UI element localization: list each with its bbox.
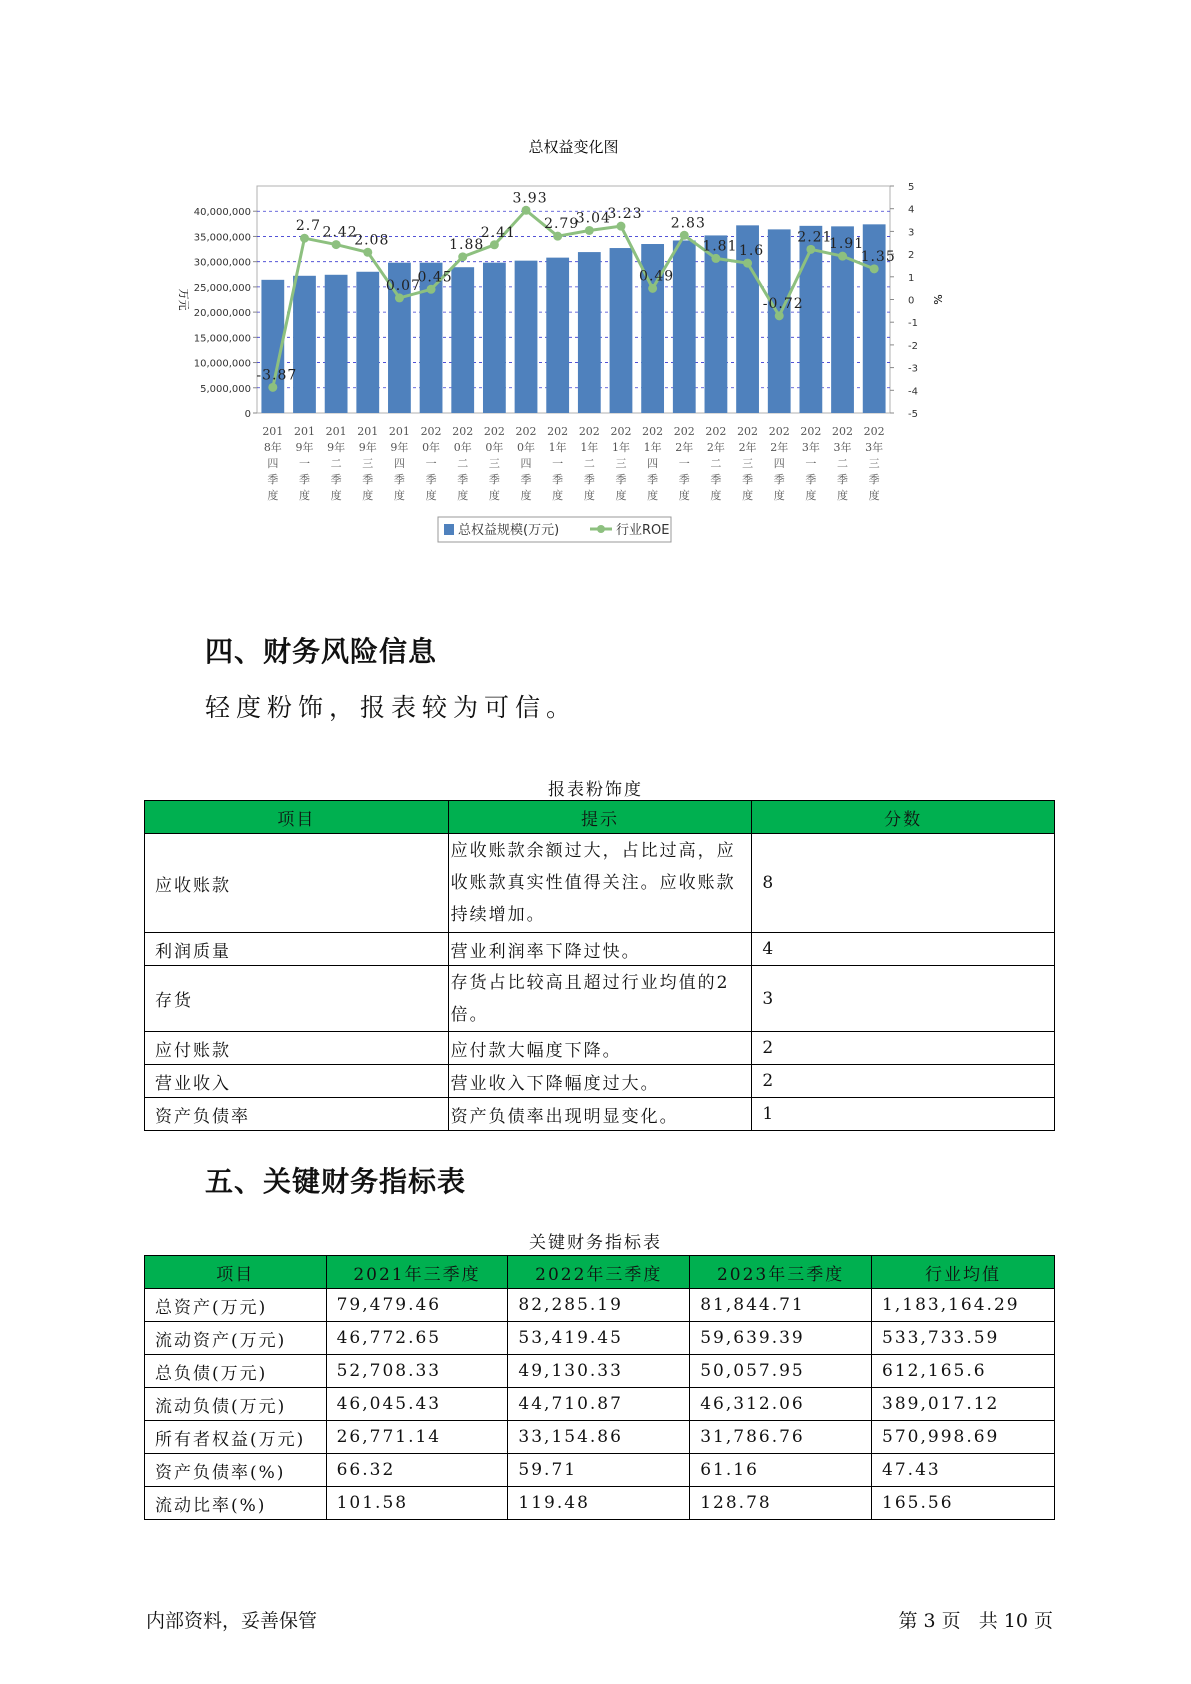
roe-data-label: 1.6 bbox=[738, 243, 765, 260]
equity-chart-svg bbox=[170, 130, 970, 595]
y2-tick-label: -1 bbox=[908, 318, 918, 330]
roe-data-label: 2.08 bbox=[354, 232, 390, 249]
table-cell: 79,479.46 bbox=[326, 1289, 508, 1322]
roe-data-label: 1.81 bbox=[702, 238, 738, 255]
table-cell: 总负债(万元) bbox=[145, 1355, 327, 1388]
table-header-row bbox=[145, 801, 1055, 834]
table-cell: 46,772.65 bbox=[326, 1322, 508, 1355]
table-row bbox=[145, 1032, 1055, 1065]
bar bbox=[799, 226, 822, 413]
table-cell: 流动比率(%) bbox=[145, 1487, 327, 1520]
footer-page-number: 第 3 页 共 10 页 bbox=[898, 1610, 1053, 1632]
y2-tick-label: -5 bbox=[908, 409, 918, 420]
section4-title: 四、财务风险信息 bbox=[205, 635, 438, 668]
x-tick-label: 202 2年二季度 bbox=[705, 425, 727, 502]
legend-line-marker bbox=[597, 525, 605, 533]
y2-tick-label: 0 bbox=[908, 295, 915, 307]
roe-point bbox=[680, 231, 689, 240]
risk-summary-text: 轻度粉饰，报表较为可信。 bbox=[205, 693, 578, 722]
table-cell: 612,165.6 bbox=[872, 1355, 1055, 1388]
table-cell: 52,708.33 bbox=[326, 1355, 508, 1388]
y-tick-label: 35,000,000 bbox=[193, 232, 251, 244]
x-tick-label: 202 2年四季度 bbox=[768, 425, 790, 502]
table-row bbox=[145, 966, 1055, 1032]
bar bbox=[768, 229, 791, 413]
roe-data-label: 2.79 bbox=[544, 216, 580, 233]
table-cell: 128.78 bbox=[690, 1487, 872, 1520]
table-row bbox=[145, 1487, 1055, 1520]
table-cell: 59,639.39 bbox=[690, 1322, 872, 1355]
y2-axis-label: % bbox=[931, 294, 944, 305]
kpi-table bbox=[144, 1255, 1055, 1520]
header-cell: 提示 bbox=[448, 801, 752, 834]
roe-point bbox=[300, 234, 309, 243]
x-tick-label: 202 3年二季度 bbox=[832, 425, 854, 502]
table-cell: 所有者权益(万元) bbox=[145, 1421, 327, 1454]
roe-point bbox=[458, 252, 467, 261]
y-tick-label: 5,000,000 bbox=[200, 383, 251, 395]
section5-title: 五、关键财务指标表 bbox=[205, 1165, 467, 1198]
y2-tick-label: 2 bbox=[908, 250, 915, 262]
header-cell: 项目 bbox=[145, 1256, 327, 1289]
x-tick-label: 202 0年三季度 bbox=[483, 425, 505, 502]
table-cell: 资产负债率出现明显变化。 bbox=[448, 1098, 752, 1131]
table-cell: 营业利润率下降过快。 bbox=[448, 933, 752, 966]
bar bbox=[356, 272, 379, 413]
table-cell: 存货 bbox=[145, 966, 449, 1032]
table-cell: 资产负债率(%) bbox=[145, 1454, 327, 1487]
y-tick-label: 0 bbox=[244, 409, 251, 420]
header-cell: 行业均值 bbox=[872, 1256, 1055, 1289]
legend-bar-swatch bbox=[444, 524, 454, 535]
roe-data-label: 2.21 bbox=[797, 229, 833, 246]
x-tick-label: 202 1年四季度 bbox=[642, 425, 664, 502]
header-cell: 2023年三季度 bbox=[690, 1256, 872, 1289]
table-cell: 389,017.12 bbox=[872, 1388, 1055, 1421]
table-cell: 利润质量 bbox=[145, 933, 449, 966]
table-cell: 101.58 bbox=[326, 1487, 508, 1520]
bar bbox=[578, 252, 601, 413]
x-tick-label: 202 0年一季度 bbox=[420, 425, 442, 502]
x-tick-label: 201 9年四季度 bbox=[388, 425, 410, 502]
y2-tick-label: 3 bbox=[908, 227, 915, 239]
x-tick-label: 201 9年一季度 bbox=[293, 425, 315, 502]
roe-data-label: 0.45 bbox=[417, 269, 453, 286]
table-row bbox=[145, 1065, 1055, 1098]
y-tick-label: 40,000,000 bbox=[193, 207, 251, 219]
table-row bbox=[145, 1355, 1055, 1388]
table-cell: 2 bbox=[752, 1065, 1055, 1098]
roe-data-label: 2.7 bbox=[295, 218, 322, 235]
table-cell: 33,154.86 bbox=[508, 1421, 690, 1454]
table-cell: 49,130.33 bbox=[508, 1355, 690, 1388]
roe-data-label: -3.87 bbox=[256, 367, 298, 384]
table-row bbox=[145, 933, 1055, 966]
roe-point bbox=[838, 252, 847, 261]
table-cell: 59.71 bbox=[508, 1454, 690, 1487]
header-cell: 2022年三季度 bbox=[508, 1256, 690, 1289]
table-cell: 流动资产(万元) bbox=[145, 1322, 327, 1355]
roe-data-label: 3.04 bbox=[575, 210, 611, 227]
roe-data-label: 3.93 bbox=[512, 190, 548, 207]
roe-point bbox=[648, 284, 657, 293]
x-tick-label: 201 8年四季度 bbox=[262, 425, 284, 502]
table-cell: 533,733.59 bbox=[872, 1322, 1055, 1355]
x-tick-label: 202 2年一季度 bbox=[673, 425, 695, 502]
table-cell: 50,057.95 bbox=[690, 1355, 872, 1388]
roe-point bbox=[743, 259, 752, 268]
y2-tick-label: 1 bbox=[908, 272, 915, 284]
table-row bbox=[145, 1421, 1055, 1454]
risk-table bbox=[144, 800, 1055, 1131]
roe-point bbox=[268, 383, 277, 392]
legend-line-label: 行业ROE bbox=[616, 523, 670, 538]
x-tick-label: 202 1年二季度 bbox=[578, 425, 600, 502]
roe-point bbox=[870, 264, 879, 273]
table-cell: 存货占比较高且超过行业均值的2倍。 bbox=[448, 966, 752, 1032]
roe-data-label: 2.83 bbox=[670, 215, 706, 232]
y-tick-label: 25,000,000 bbox=[193, 282, 251, 294]
table-cell: 44,710.87 bbox=[508, 1388, 690, 1421]
x-tick-label: 201 9年三季度 bbox=[357, 425, 379, 502]
x-tick-label: 202 1年三季度 bbox=[610, 425, 632, 502]
roe-point bbox=[553, 232, 562, 241]
y-tick-label: 15,000,000 bbox=[193, 333, 251, 345]
roe-data-label: 2.41 bbox=[480, 224, 516, 241]
table-row bbox=[145, 1322, 1055, 1355]
table-cell: 1 bbox=[752, 1098, 1055, 1131]
y2-tick-label: 5 bbox=[908, 182, 915, 193]
x-tick-label: 202 0年二季度 bbox=[452, 425, 474, 502]
x-tick-label: 202 1年一季度 bbox=[547, 425, 569, 502]
roe-data-label: 0.07 bbox=[385, 277, 422, 294]
y-tick-label: 20,000,000 bbox=[193, 308, 251, 320]
table-row bbox=[145, 1289, 1055, 1322]
header-cell: 项目 bbox=[145, 801, 449, 834]
bar bbox=[673, 240, 696, 413]
y-tick-label: 30,000,000 bbox=[193, 257, 251, 269]
table-cell: 营业收入 bbox=[145, 1065, 449, 1098]
roe-data-label: 1.35 bbox=[860, 248, 896, 265]
roe-data-label: 0.49 bbox=[639, 268, 675, 285]
x-tick-label: 201 9年二季度 bbox=[325, 425, 347, 502]
y2-tick-label: -4 bbox=[908, 386, 918, 398]
x-tick-label: 202 3年一季度 bbox=[800, 425, 822, 502]
roe-point bbox=[490, 240, 499, 249]
x-tick-label: 202 3年三季度 bbox=[863, 425, 885, 502]
roe-point bbox=[427, 285, 436, 294]
roe-point bbox=[711, 254, 720, 263]
roe-point bbox=[522, 206, 531, 215]
table-cell: 46,312.06 bbox=[690, 1388, 872, 1421]
table-cell: 165.56 bbox=[872, 1487, 1055, 1520]
table-cell: 总资产(万元) bbox=[145, 1289, 327, 1322]
header-cell: 2021年三季度 bbox=[326, 1256, 508, 1289]
x-tick-label: 202 2年三季度 bbox=[737, 425, 759, 502]
roe-point bbox=[395, 293, 404, 302]
bar bbox=[483, 263, 506, 413]
kpi-table-caption: 关键财务指标表 bbox=[529, 1233, 662, 1253]
bar bbox=[293, 276, 316, 413]
table-header-row bbox=[145, 1256, 1055, 1289]
roe-data-label: 3.23 bbox=[607, 206, 643, 223]
roe-point bbox=[332, 240, 341, 249]
table-cell: 营业收入下降幅度过大。 bbox=[448, 1065, 752, 1098]
table-cell: 46,045.43 bbox=[326, 1388, 508, 1421]
bar bbox=[610, 248, 633, 413]
table-cell: 应收账款 bbox=[145, 834, 449, 933]
table-cell: 2 bbox=[752, 1032, 1055, 1065]
roe-point bbox=[775, 311, 784, 320]
roe-data-label: -0.72 bbox=[762, 295, 804, 312]
table-cell: 应收账款余额过大，占比过高，应收账款真实性值得关注。应收账款持续增加。 bbox=[448, 834, 752, 933]
y2-tick-label: -3 bbox=[908, 363, 918, 375]
chart-title: 总权益变化图 bbox=[528, 138, 619, 156]
y2-tick-label: 4 bbox=[908, 204, 915, 216]
roe-point bbox=[616, 222, 625, 231]
table-cell: 66.32 bbox=[326, 1454, 508, 1487]
y2-tick-label: -2 bbox=[908, 340, 918, 352]
table-cell: 应付账款 bbox=[145, 1032, 449, 1065]
table-row bbox=[145, 1098, 1055, 1131]
footer-left: 内部资料，妥善保管 bbox=[146, 1610, 318, 1632]
bar bbox=[325, 275, 348, 413]
x-tick-label: 202 0年四季度 bbox=[515, 425, 537, 502]
table-cell: 应付款大幅度下降。 bbox=[448, 1032, 752, 1065]
bar bbox=[451, 267, 474, 413]
header-cell: 分数 bbox=[752, 801, 1055, 834]
y-axis-label: 万元 bbox=[177, 288, 190, 311]
roe-point bbox=[806, 245, 815, 254]
legend-bar-label: 总权益规模(万元) bbox=[458, 523, 560, 538]
roe-point bbox=[363, 248, 372, 257]
table-cell: 81,844.71 bbox=[690, 1289, 872, 1322]
roe-point bbox=[585, 226, 594, 235]
risk-table-caption: 报表粉饰度 bbox=[548, 780, 643, 800]
table-cell: 570,998.69 bbox=[872, 1421, 1055, 1454]
table-cell: 流动负债(万元) bbox=[145, 1388, 327, 1421]
table-cell: 1,183,164.29 bbox=[872, 1289, 1055, 1322]
table-cell: 8 bbox=[752, 834, 1055, 933]
table-cell: 4 bbox=[752, 933, 1055, 966]
table-cell: 47.43 bbox=[872, 1454, 1055, 1487]
table-cell: 53,419.45 bbox=[508, 1322, 690, 1355]
table-row bbox=[145, 834, 1055, 933]
table-cell: 31,786.76 bbox=[690, 1421, 872, 1454]
table-cell: 119.48 bbox=[508, 1487, 690, 1520]
table-cell: 26,771.14 bbox=[326, 1421, 508, 1454]
table-cell: 资产负债率 bbox=[145, 1098, 449, 1131]
y-tick-label: 10,000,000 bbox=[193, 358, 251, 370]
table-cell: 82,285.19 bbox=[508, 1289, 690, 1322]
roe-data-label: 1.91 bbox=[828, 236, 865, 253]
table-cell: 3 bbox=[752, 966, 1055, 1032]
equity-chart bbox=[170, 130, 970, 595]
bar bbox=[546, 258, 569, 413]
roe-data-label: 1.88 bbox=[449, 236, 485, 253]
table-row bbox=[145, 1388, 1055, 1421]
roe-data-label: 2.42 bbox=[322, 224, 358, 241]
table-row bbox=[145, 1454, 1055, 1487]
table-cell: 61.16 bbox=[690, 1454, 872, 1487]
bar bbox=[515, 261, 538, 413]
